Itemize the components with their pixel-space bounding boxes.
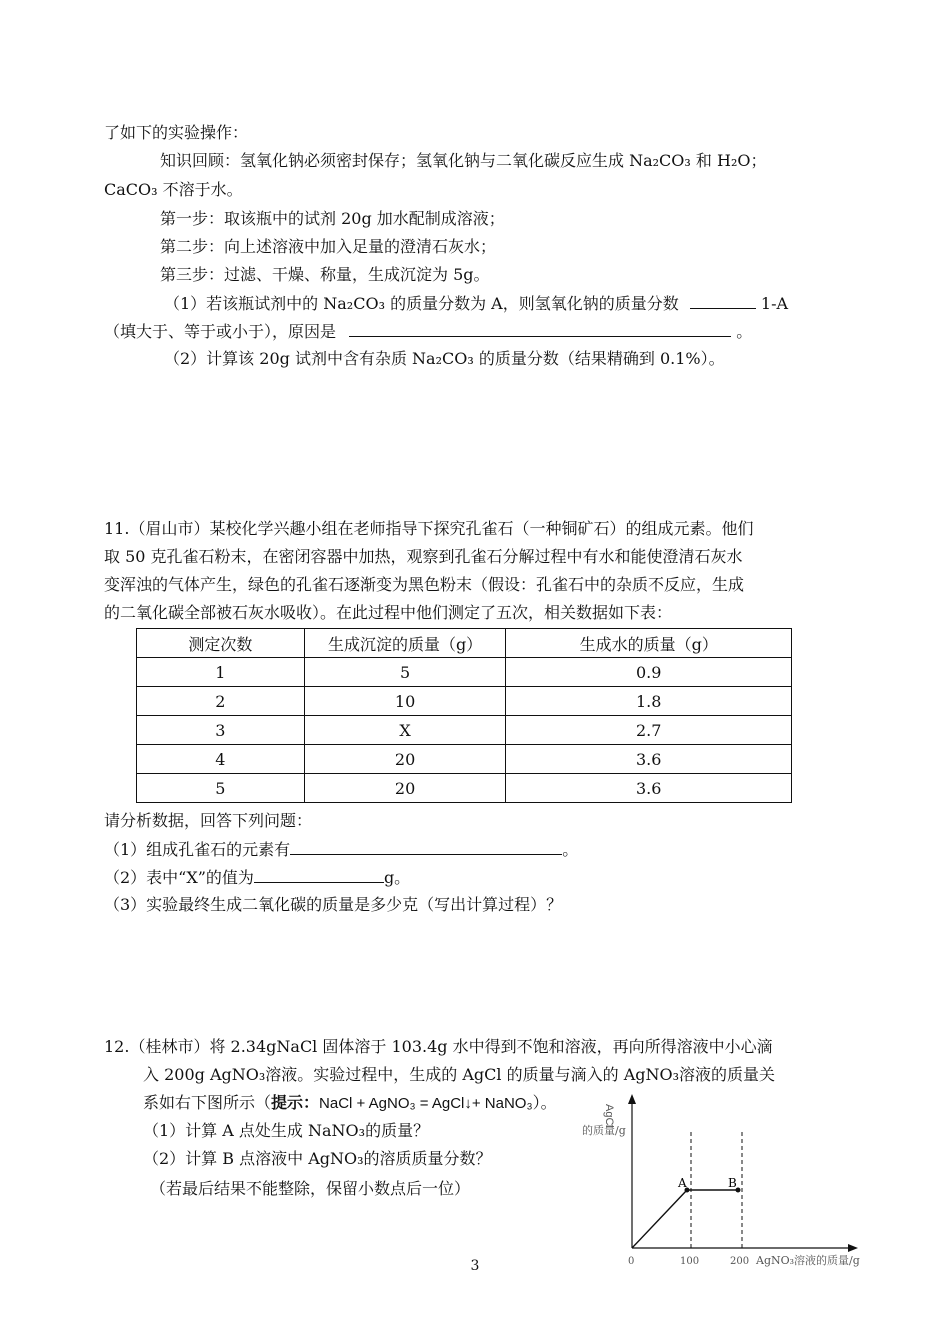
problem-11-line-2: 取 50 克孔雀石粉末，在密闭容器中加热，观察到孔雀石分解过程中有水和能使澄清石灰水 — [104, 547, 743, 566]
reaction-equation: NaCl + AgNO₃ = AgCl↓+ NaNO₃ — [319, 1095, 533, 1112]
step-1: 第一步：取该瓶中的试剂 20g 加水配制成溶液； — [160, 209, 505, 228]
table-cell: 3.6 — [506, 745, 792, 774]
tick-0: 0 — [628, 1256, 635, 1267]
step-3: 第三步：过滤、干燥、称量，生成沉淀为 5g。 — [160, 265, 490, 284]
x-value-blank[interactable] — [254, 866, 384, 883]
table-row — [137, 716, 792, 745]
problem-12-q2: （2）计算 B 点溶液中 AgNO₃的溶质质量分数？ — [143, 1149, 492, 1168]
problem-11-q2 — [104, 866, 410, 889]
problem-11-line-1: 11.（眉山市）某校化学兴趣小组在老师指导下探究孔雀石（一种铜矿石）的组成元素。他们 — [104, 519, 754, 538]
question-1-tail: 1-A — [760, 294, 789, 313]
tick-200: 200 — [730, 1256, 750, 1267]
table-cell: 3.6 — [506, 774, 792, 803]
table-row — [137, 774, 792, 803]
reason-blank[interactable] — [349, 320, 731, 337]
elements-blank[interactable] — [290, 838, 562, 855]
question-1-reason: （填大于、等于或小于），原因是 — [104, 322, 337, 341]
problem-12-line-3-text: 系如右下图所示（ — [143, 1093, 272, 1112]
table-cell: 5 — [137, 774, 305, 803]
question-1-end: 。 — [736, 322, 753, 341]
y-label-bottom: 的质量/g — [582, 1124, 626, 1137]
problem-11-q1 — [104, 838, 578, 861]
question-1-text: （1）若该瓶试剂中的 Na₂CO₃ 的质量分数为 A，则氢氧化钠的质量分数 — [164, 294, 679, 313]
table-header: 测定次数 — [137, 629, 305, 658]
problem-11-q3: （3）实验最终生成二氧化碳的质量是多少克（写出计算过程）？ — [104, 895, 563, 914]
data-table — [136, 628, 792, 803]
table-cell: 0.9 — [506, 658, 792, 687]
x-axis-label: AgNO₃溶液的质量/g — [756, 1254, 860, 1267]
problem-12-line-2: 入 200g AgNO₃溶液。实验过程中，生成的 AgCl 的质量与滴入的 AgNO₃溶液的质量关 — [143, 1065, 776, 1084]
hint-label: 提示： — [271, 1093, 320, 1112]
table-row — [137, 745, 792, 774]
agcl-line — [632, 1190, 738, 1248]
question-1-line-2 — [104, 320, 752, 343]
question-1 — [164, 292, 788, 315]
table-row — [137, 658, 792, 687]
problem-11-line-4: 的二氧化碳全部被石灰水吸收）。在此过程中他们测定了五次，相关数据如下表： — [104, 603, 673, 622]
problem-11-line-3: 变浑浊的气体产生，绿色的孔雀石逐渐变为黑色粉末（假设：孔雀石中的杂质不反应，生成 — [104, 575, 745, 594]
table-header: 生成水的质量（g） — [506, 629, 792, 658]
table-cell: 10 — [304, 687, 506, 716]
table-cell: 3 — [137, 716, 305, 745]
y-label-top: AgCl — [603, 1104, 615, 1128]
problem-12-line-3-end: ）。 — [532, 1093, 557, 1112]
table-cell: 2.7 — [506, 716, 792, 745]
page-number: 3 — [470, 1258, 480, 1274]
point-a-label: A — [678, 1176, 687, 1190]
table-cell: 4 — [137, 745, 305, 774]
table-cell: X — [304, 716, 506, 745]
table-cell: 20 — [304, 745, 506, 774]
question-2: （2）计算该 20g 试剂中含有杂质 Na₂CO₃ 的质量分数（结果精确到 0.1%）。 — [164, 349, 725, 368]
answer-blank[interactable] — [690, 292, 756, 309]
table-cell: 2 — [137, 687, 305, 716]
agcl-graph — [570, 1090, 890, 1280]
problem-11-q2-text: （2）表中“X”的值为 — [104, 868, 254, 887]
x-axis-arrow — [848, 1244, 858, 1252]
y-axis-arrow — [628, 1094, 636, 1104]
table-cell: 1 — [137, 658, 305, 687]
problem-11-q1-text: （1）组成孔雀石的元素有 — [104, 840, 291, 859]
intro-line: 了如下的实验操作： — [104, 123, 249, 142]
point-b-label: B — [728, 1176, 737, 1190]
table-cell: 5 — [304, 658, 506, 687]
problem-12-line-3 — [143, 1092, 557, 1115]
step-2: 第二步：向上述溶液中加入足量的澄清石灰水； — [160, 237, 497, 256]
problem-11-q2-end: g。 — [383, 868, 411, 887]
problem-12-note: （若最后结果不能整除，保留小数点后一位） — [150, 1179, 471, 1198]
table-header: 生成沉淀的质量（g） — [304, 629, 506, 658]
problem-12-line-1: 12.（桂林市）将 2.34gNaCl 固体溶于 103.4g 水中得到不饱和溶液，再向所得溶液中小心滴 — [104, 1037, 773, 1056]
tick-100: 100 — [680, 1256, 700, 1267]
knowledge-review-line-2: CaCO₃ 不溶于水。 — [104, 180, 243, 199]
problem-12-q1: （1）计算 A 点处生成 NaNO₃的质量？ — [143, 1121, 430, 1140]
table-cell: 20 — [304, 774, 506, 803]
knowledge-review-line: 知识回顾：氢氧化钠必须密封保存；氢氧化钠与二氧化碳反应生成 Na₂CO₃ 和 H₂O； — [160, 151, 767, 170]
analysis-prompt: 请分析数据，回答下列问题： — [104, 811, 313, 830]
table-row — [137, 687, 792, 716]
table-header-row — [137, 629, 792, 658]
table-cell: 1.8 — [506, 687, 792, 716]
problem-11-q1-end: 。 — [562, 840, 579, 859]
